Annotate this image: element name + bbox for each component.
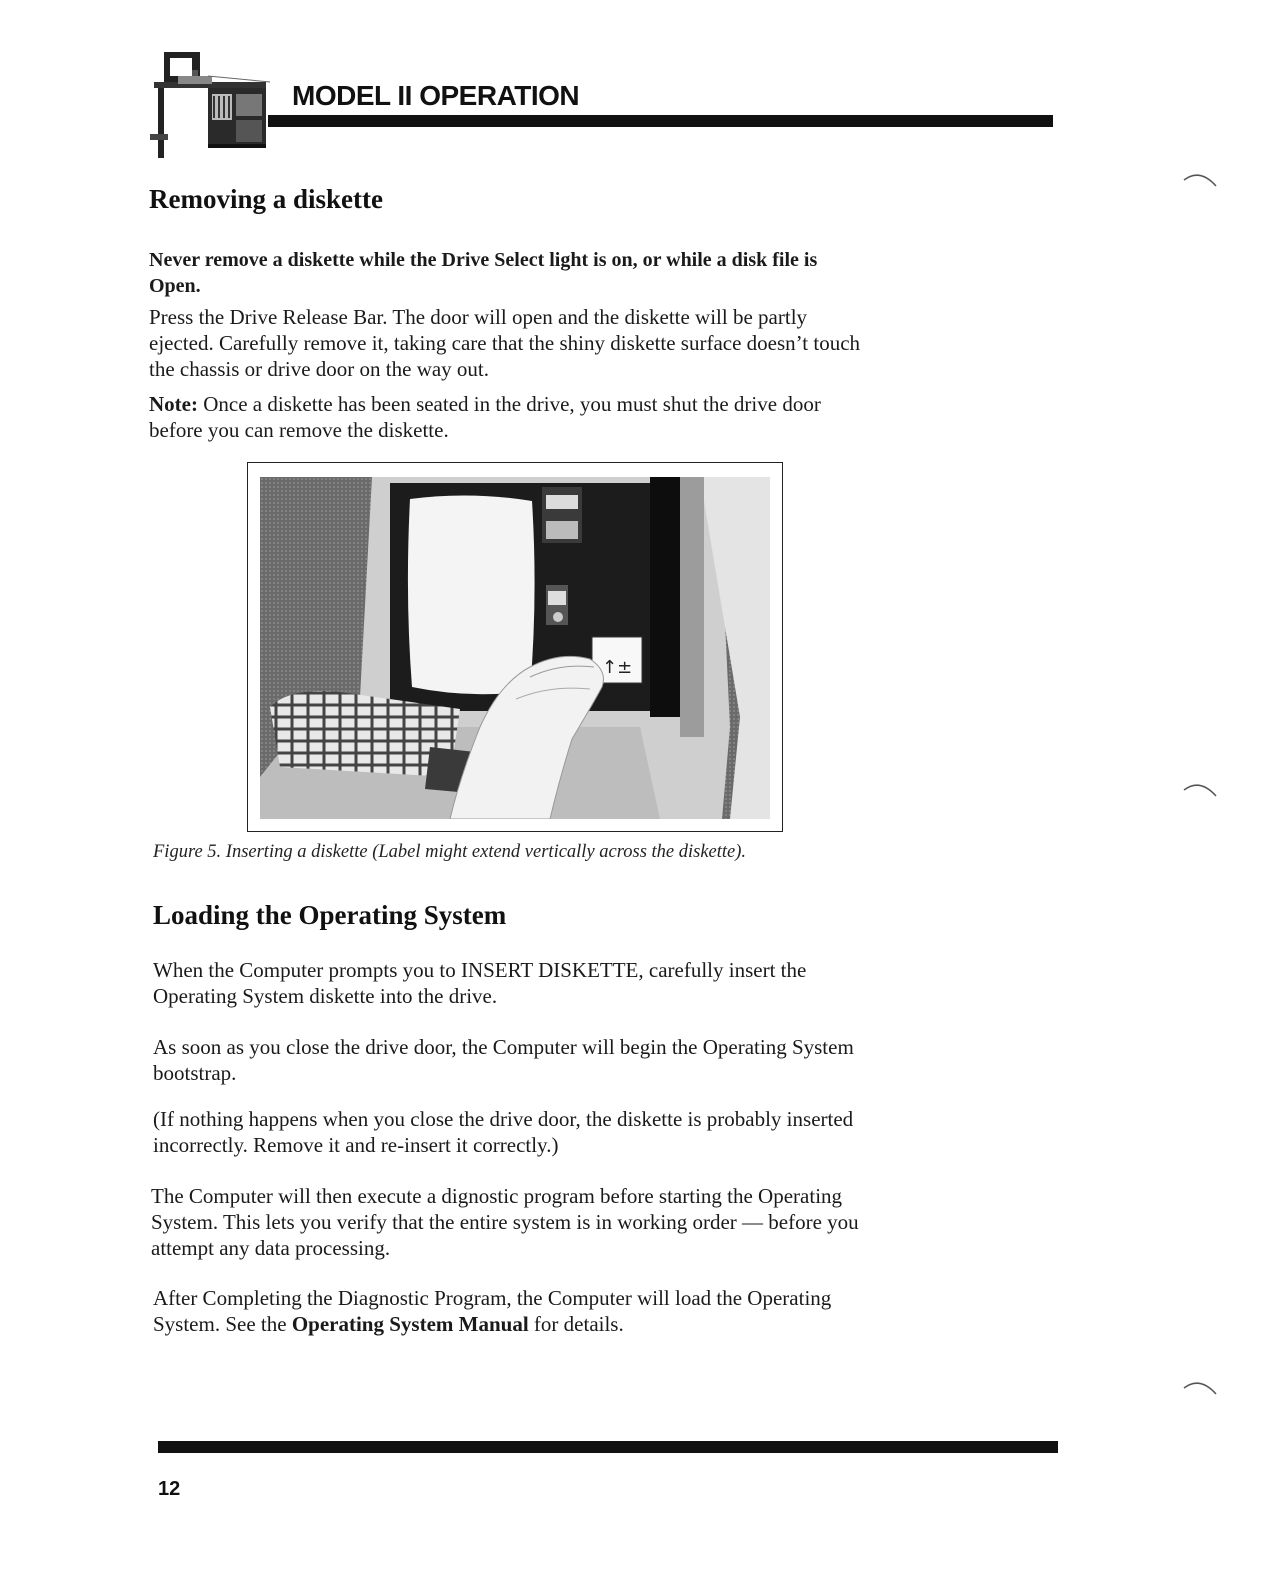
loading-paragraph-2: As soon as you close the drive door, the Computer will begin the Operating System bootstrap. bbox=[153, 1035, 854, 1085]
p5-text-after: for details. bbox=[528, 1312, 624, 1336]
figure-frame bbox=[247, 462, 783, 832]
note-label: Note: bbox=[149, 392, 198, 416]
loading-paragraph-4: The Computer will then execute a dignostic program before starting the Operating System. This lets you verify that the entire system is in working order — before you attempt any data processing. bbox=[151, 1184, 859, 1260]
loading-paragraph-1: When the Computer prompts you to INSERT DISKETTE, carefully insert the Operating System diskette into the drive. bbox=[153, 958, 807, 1008]
punch-hole-mark bbox=[1180, 1374, 1220, 1398]
loading-paragraph-5 bbox=[153, 1285, 865, 1337]
punch-hole-mark bbox=[1180, 776, 1220, 800]
loading-paragraph-3: (If nothing happens when you close the drive door, the diskette is probably inserted incorrectly. Remove it and re-insert it correctly.) bbox=[153, 1107, 854, 1157]
computer-desk-icon bbox=[148, 46, 276, 168]
diskette-insertion-photo bbox=[260, 477, 770, 819]
os-manual-reference: Operating System Manual bbox=[291, 1312, 529, 1336]
svg-text:↑±: ↑± bbox=[602, 657, 633, 678]
header-title: MODEL II OPERATION bbox=[292, 80, 580, 111]
footer-rule bbox=[158, 1441, 1058, 1453]
header-rule bbox=[268, 115, 1053, 127]
note-text: Once a diskette has been seated in the drive, you must shut the drive door before you can remove the diskette. bbox=[149, 392, 821, 442]
note-paragraph bbox=[149, 391, 861, 443]
section-heading-loading: Loading the Operating System bbox=[153, 900, 507, 930]
section-heading-removing: Removing a diskette bbox=[149, 184, 383, 214]
p5-text-before: After Completing the Diagnostic Program, the Computer will load the Operating System. See the bbox=[153, 1286, 832, 1336]
punch-hole-mark bbox=[1180, 166, 1220, 190]
figure-caption: Figure 5. Inserting a diskette (Label might extend vertically across the diskette). bbox=[153, 842, 747, 862]
warning-text: Never remove a diskette while the Drive Select light is on, or while a disk file is Open. bbox=[149, 249, 818, 297]
removing-paragraph: Press the Drive Release Bar. The door will open and the diskette will be partly ejected. Carefully remove it, taking care that the shiny diskette surface doesn’t touch the chassis or drive door on the way out. bbox=[149, 305, 861, 381]
page-number: 12 bbox=[158, 1478, 181, 1500]
